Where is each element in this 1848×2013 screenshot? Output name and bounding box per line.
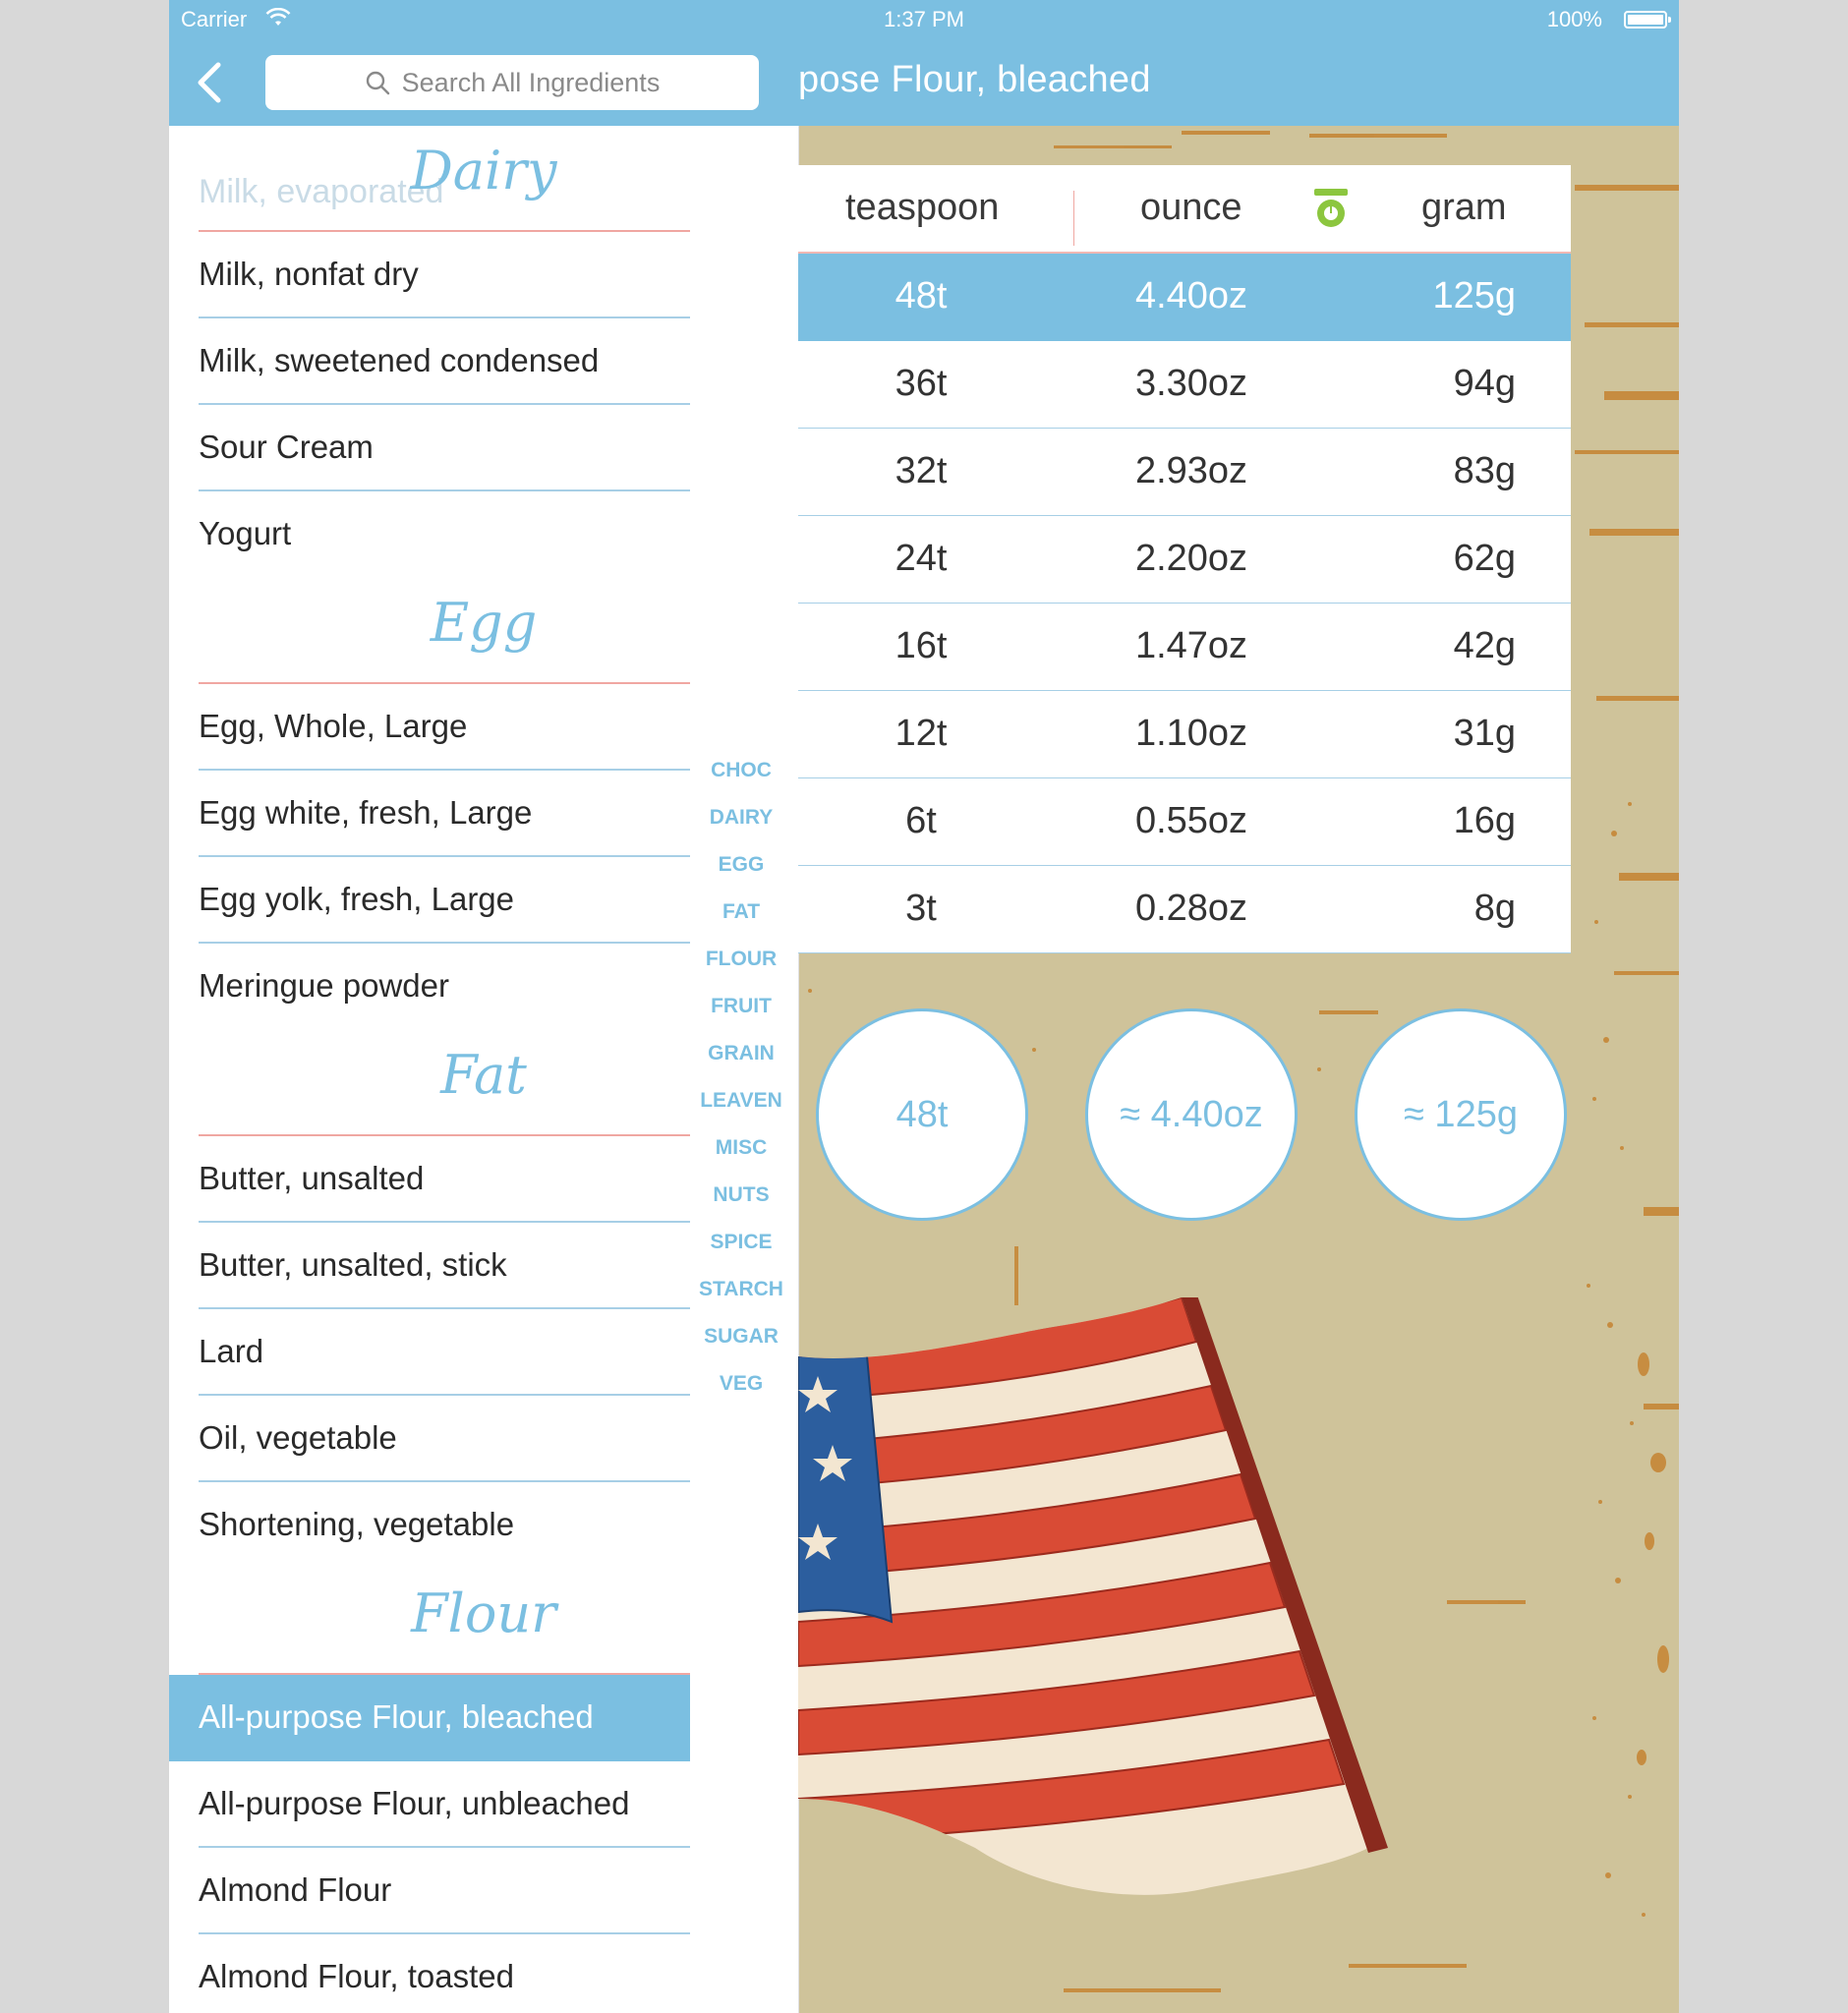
ounce-cell: 3.30oz: [1134, 363, 1248, 404]
teaspoon-cell: 36t: [895, 363, 948, 404]
teaspoon-cell: 3t: [905, 888, 937, 929]
list-item[interactable]: [169, 1482, 798, 1569]
item-label: Almond Flour, toasted: [199, 1958, 515, 1994]
list-item[interactable]: [169, 1396, 798, 1482]
ounce-cell: 0.28oz: [1134, 888, 1248, 929]
item-label: Sour Cream: [199, 429, 374, 465]
column-gram[interactable]: gram: [1421, 187, 1507, 228]
table-row[interactable]: [798, 429, 1571, 516]
item-label: Milk, nonfat dry: [199, 256, 419, 292]
list-item[interactable]: [169, 232, 798, 318]
ounce-cell: 1.10oz: [1134, 713, 1248, 754]
list-item[interactable]: [169, 491, 798, 578]
index-nuts[interactable]: NUTS: [713, 1183, 770, 1206]
table-row[interactable]: [798, 866, 1571, 953]
section-title: Fat: [440, 1044, 527, 1106]
table-row[interactable]: [798, 341, 1571, 429]
item-label: Lard: [199, 1333, 264, 1369]
list-item[interactable]: [169, 405, 798, 491]
gram-cell: 83g: [1453, 450, 1516, 491]
teaspoon-cell: 24t: [895, 538, 948, 579]
search-icon: [365, 70, 390, 95]
list-item-selected[interactable]: [169, 1675, 690, 1761]
index-veg[interactable]: VEG: [719, 1372, 764, 1395]
table-row[interactable]: [798, 778, 1571, 866]
table-row[interactable]: [798, 516, 1571, 604]
item-label: Egg yolk, fresh, Large: [199, 881, 515, 917]
item-label: Meringue powder: [199, 967, 449, 1004]
list-item[interactable]: [169, 1761, 798, 1848]
item-label: Yogurt: [199, 515, 292, 551]
index-spice[interactable]: SPICE: [710, 1231, 773, 1253]
teaspoon-bubble[interactable]: 48t: [816, 1008, 1028, 1221]
ounce-cell: 4.40oz: [1134, 275, 1248, 316]
section-title: Flour: [411, 1582, 556, 1644]
gram-cell: 31g: [1453, 713, 1516, 754]
section-index: [692, 747, 790, 1408]
section-title: Egg: [430, 592, 538, 654]
item-label: Shortening, vegetable: [199, 1506, 515, 1542]
item-label: Butter, unsalted: [199, 1160, 425, 1196]
gram-cell: 62g: [1453, 538, 1516, 579]
gram-bubble[interactable]: ≈ 125g: [1355, 1008, 1567, 1221]
teaspoon-cell: 16t: [895, 625, 948, 666]
index-starch[interactable]: STARCH: [699, 1278, 783, 1300]
detail-pane: [798, 0, 1679, 2013]
index-flour[interactable]: FLOUR: [705, 948, 778, 970]
list-item[interactable]: [169, 1934, 798, 2013]
table-row-selected[interactable]: [798, 254, 1571, 341]
item-label: Egg, Whole, Large: [199, 708, 468, 744]
header-divider: [1073, 191, 1074, 246]
american-flag-illustration: [798, 1297, 1388, 1907]
item-label: All-purpose Flour, unbleached: [199, 1785, 630, 1821]
search-placeholder: Search All Ingredients: [401, 67, 661, 97]
master-navbar: [169, 39, 798, 126]
section-header-flour: [169, 1569, 798, 1675]
index-grain[interactable]: GRAIN: [708, 1042, 775, 1064]
teaspoon-cell: 32t: [895, 450, 948, 491]
status-bar: [169, 0, 1679, 39]
teaspoon-cell: 6t: [905, 800, 937, 841]
gram-cell: 94g: [1453, 363, 1516, 404]
index-choc[interactable]: CHOC: [711, 759, 772, 781]
list-item[interactable]: [169, 1848, 798, 1934]
list-item[interactable]: [169, 318, 798, 405]
carrier-label: Carrier: [181, 7, 248, 31]
battery-icon: [1624, 11, 1667, 29]
clock: 1:37 PM: [884, 7, 964, 31]
gram-cell: 8g: [1473, 888, 1516, 929]
item-label: Almond Flour: [199, 1871, 392, 1908]
kitchen-scale-icon[interactable]: [1311, 187, 1351, 230]
ghost-list-item: Milk, evaporated: [199, 173, 444, 210]
index-fat[interactable]: FAT: [722, 900, 761, 923]
battery-percent: 100%: [1546, 7, 1602, 31]
section-header-egg: [169, 578, 798, 684]
chevron-left-icon[interactable]: [191, 61, 230, 104]
teaspoon-cell: 12t: [895, 713, 948, 754]
ounce-bubble[interactable]: ≈ 4.40oz: [1085, 1008, 1298, 1221]
detail-navbar: [798, 39, 1679, 126]
item-label: Butter, unsalted, stick: [199, 1246, 507, 1283]
index-dairy[interactable]: DAIRY: [709, 806, 774, 829]
ounce-cell: 1.47oz: [1134, 625, 1248, 666]
column-ounce[interactable]: ounce: [1140, 187, 1242, 228]
gram-cell: 16g: [1453, 800, 1516, 841]
index-leaven[interactable]: LEAVEN: [700, 1089, 782, 1112]
item-label: Oil, vegetable: [199, 1419, 397, 1456]
item-label: Egg white, fresh, Large: [199, 794, 533, 831]
table-row[interactable]: [798, 604, 1571, 691]
gram-cell: 42g: [1453, 625, 1516, 666]
ingredient-list-pane: [169, 0, 798, 2013]
index-egg[interactable]: EGG: [718, 853, 765, 876]
gram-cell: 125g: [1432, 275, 1516, 316]
ipad-screen: [169, 0, 1679, 2013]
ounce-cell: 0.55oz: [1134, 800, 1248, 841]
conversion-table: [798, 165, 1571, 953]
table-header: [798, 165, 1571, 254]
section-header-dairy: [169, 126, 798, 232]
search-input[interactable]: [265, 55, 759, 110]
section-title: Dairy: [410, 140, 557, 201]
ounce-cell: 2.93oz: [1134, 450, 1248, 491]
teaspoon-cell: 48t: [895, 275, 948, 316]
item-label: Milk, sweetened condensed: [199, 342, 600, 378]
index-misc[interactable]: MISC: [715, 1136, 768, 1159]
table-row[interactable]: [798, 691, 1571, 778]
index-sugar[interactable]: SUGAR: [704, 1325, 779, 1348]
ounce-cell: 2.20oz: [1134, 538, 1248, 579]
ingredient-title: pose Flour, bleached: [798, 59, 1151, 100]
column-teaspoon[interactable]: teaspoon: [845, 187, 1000, 228]
index-fruit[interactable]: FRUIT: [711, 995, 772, 1017]
item-label: All-purpose Flour, bleached: [199, 1698, 594, 1735]
